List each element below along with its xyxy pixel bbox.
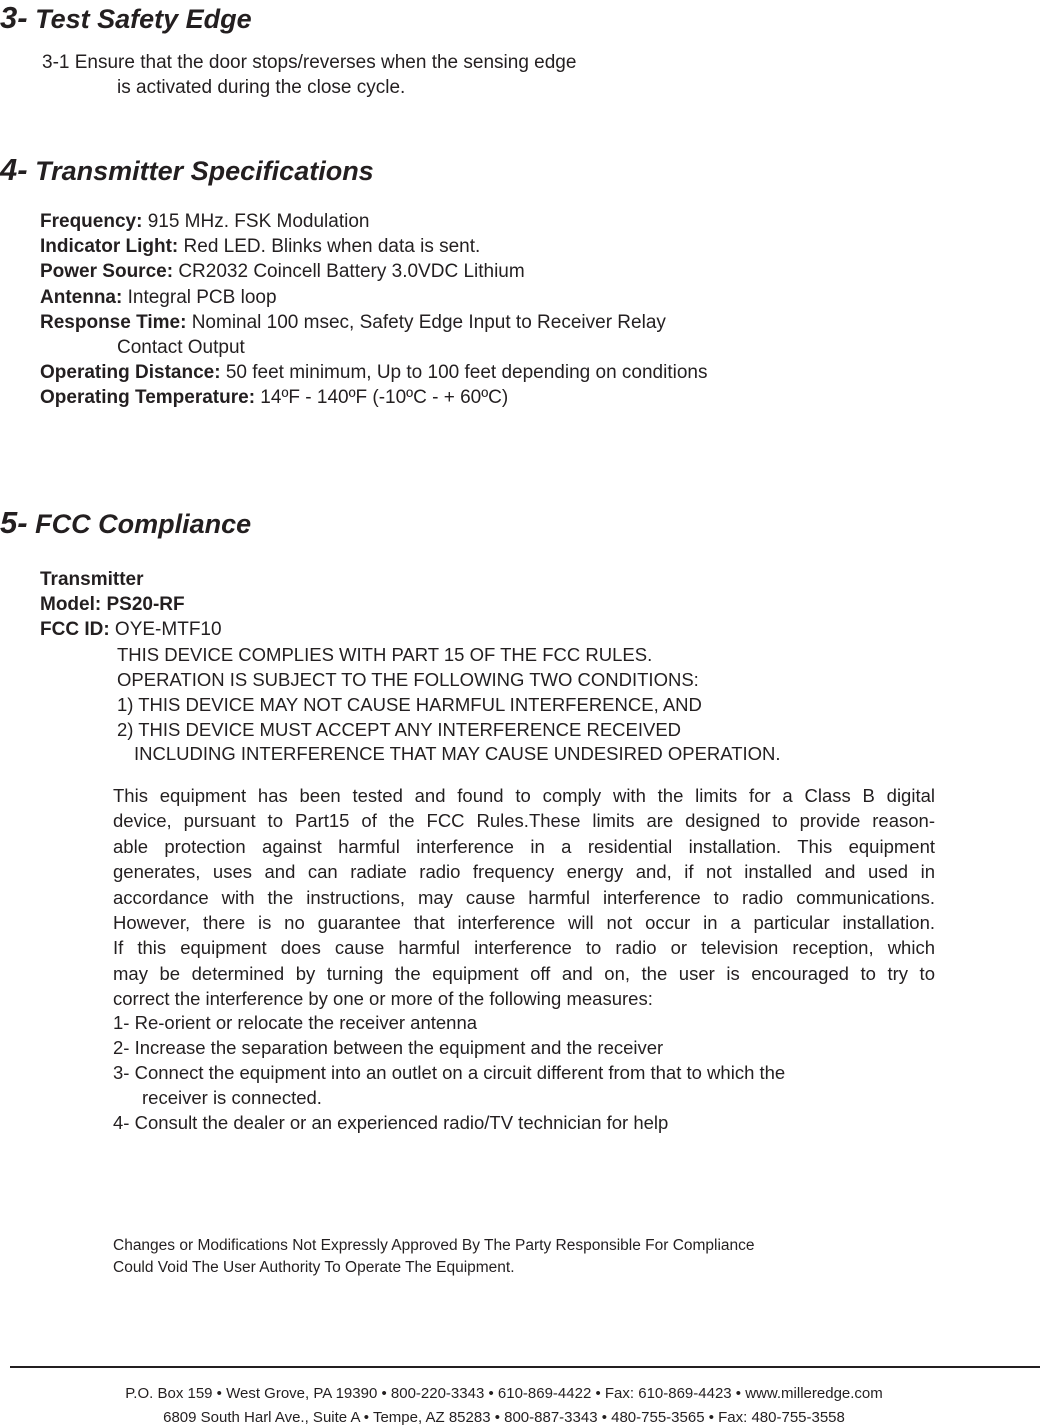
modification-notice-line2: Could Void The User Authority To Operate The Equipment. [113, 1259, 515, 1276]
spec-frequency [40, 209, 369, 234]
transmitter-label: Transmitter [40, 569, 144, 590]
spec-response-time-continuation: Contact Output [117, 337, 245, 358]
paragraph-line: device, pursuant to Part15 of the FCC Rules.These limits are designed to provide reason- [113, 810, 935, 832]
spec-power-source [40, 259, 525, 284]
spec-label: Response Time: [40, 312, 187, 333]
spec-value: Nominal 100 msec, Safety Edge Input to Receiver Relay [186, 312, 666, 333]
spec-indicator-light [40, 234, 480, 259]
measure-item-continuation: receiver is connected. [142, 1087, 322, 1108]
fcc-id-label: FCC ID: [40, 619, 110, 640]
modification-notice-line1: Changes or Modifications Not Expressly Approved By The Party Responsible For Compliance [113, 1237, 755, 1254]
footer-address-line2: 6809 South Harl Ave., Suite A • Tempe, AZ 85283 • 800-887-3343 • 480-755-3565 • Fax: 480-755-3558 [163, 1409, 845, 1426]
fcc-condition-line: INCLUDING INTERFERENCE THAT MAY CAUSE UNDESIRED OPERATION. [134, 743, 781, 764]
paragraph-line: accordance with the instructions, may cause harmful interference to radio communications. [113, 886, 935, 908]
spec-value: Integral PCB loop [122, 287, 277, 308]
spec-label: Antenna: [40, 287, 123, 308]
measure-item: 3- Connect the equipment into an outlet on a circuit different from that to which the [113, 1062, 786, 1083]
section-3-item-line2: is activated during the close cycle. [117, 77, 406, 98]
fcc-paragraph [113, 783, 935, 1012]
section-3-heading [0, 0, 252, 36]
paragraph-line: generates, uses and can radiate radio frequency energy and, if not installed and used in [113, 861, 935, 883]
spec-label: Operating Distance: [40, 362, 221, 383]
spec-operating-distance [40, 360, 707, 385]
paragraph-line: able protection against harmful interference in a residential installation. This equipment [113, 835, 935, 857]
footer-divider [10, 1366, 1040, 1368]
section-3-item-line1: 3-1 Ensure that the door stops/reverses when the sensing edge [42, 52, 577, 73]
section-4-title: Transmitter Specifications [35, 156, 374, 186]
fcc-condition-line: 2) THIS DEVICE MUST ACCEPT ANY INTERFERENCE RECEIVED [117, 719, 682, 740]
footer-address-line1: P.O. Box 159 • West Grove, PA 19390 • 800-220-3343 • 610-869-4422 • Fax: 610-869-4423 • www.milleredge.com [125, 1385, 883, 1402]
spec-label: Frequency: [40, 211, 143, 232]
spec-value: 14ºF - 140ºF (-10ºC - + 60ºC) [255, 387, 509, 408]
spec-value: Red LED. Blinks when data is sent. [178, 236, 481, 257]
section-5-heading [0, 505, 251, 541]
section-4-heading [0, 152, 374, 188]
spec-label: Indicator Light: [40, 236, 179, 257]
fcc-id [40, 617, 222, 642]
paragraph-line: correct the interference by one or more of the following measures: [113, 988, 653, 1010]
fcc-condition-line: OPERATION IS SUBJECT TO THE FOLLOWING TWO CONDITIONS: [117, 669, 699, 690]
paragraph-line: However, there is no guarantee that interference will not occur in a particular installation. [113, 912, 935, 934]
measure-item: 4- Consult the dealer or an experienced radio/TV technician for help [113, 1112, 669, 1133]
section-3-number: 3- [0, 0, 28, 35]
measure-item: 1- Re-orient or relocate the receiver antenna [113, 1012, 478, 1033]
spec-operating-temperature [40, 385, 508, 410]
paragraph-line: If this equipment does cause harmful interference to radio or television reception, which [113, 937, 935, 959]
model-label: Model: PS20-RF [40, 594, 185, 615]
section-3-title: Test Safety Edge [35, 4, 252, 34]
paragraph-line: This equipment has been tested and found to comply with the limits for a Class B digital [113, 785, 935, 806]
fcc-id-value: OYE-MTF10 [109, 619, 222, 640]
spec-value: 50 feet minimum, Up to 100 feet depending on conditions [220, 362, 708, 383]
paragraph-line: may be determined by turning the equipment off and on, the user is encouraged to try to [113, 962, 935, 984]
spec-label: Operating Temperature: [40, 387, 256, 408]
spec-value: 915 MHz. FSK Modulation [142, 211, 370, 232]
spec-value: CR2032 Coincell Battery 3.0VDC Lithium [173, 261, 525, 282]
fcc-condition-line: THIS DEVICE COMPLIES WITH PART 15 OF THE FCC RULES. [117, 644, 653, 665]
section-4-number: 4- [0, 152, 28, 187]
section-5-title: FCC Compliance [35, 509, 252, 539]
section-5-number: 5- [0, 505, 28, 540]
measure-item: 2- Increase the separation between the equipment and the receiver [113, 1037, 664, 1058]
fcc-condition-line: 1) THIS DEVICE MAY NOT CAUSE HARMFUL INTERFERENCE, AND [117, 694, 702, 715]
spec-label: Power Source: [40, 261, 174, 282]
spec-response-time [40, 310, 666, 335]
spec-antenna [40, 285, 277, 310]
